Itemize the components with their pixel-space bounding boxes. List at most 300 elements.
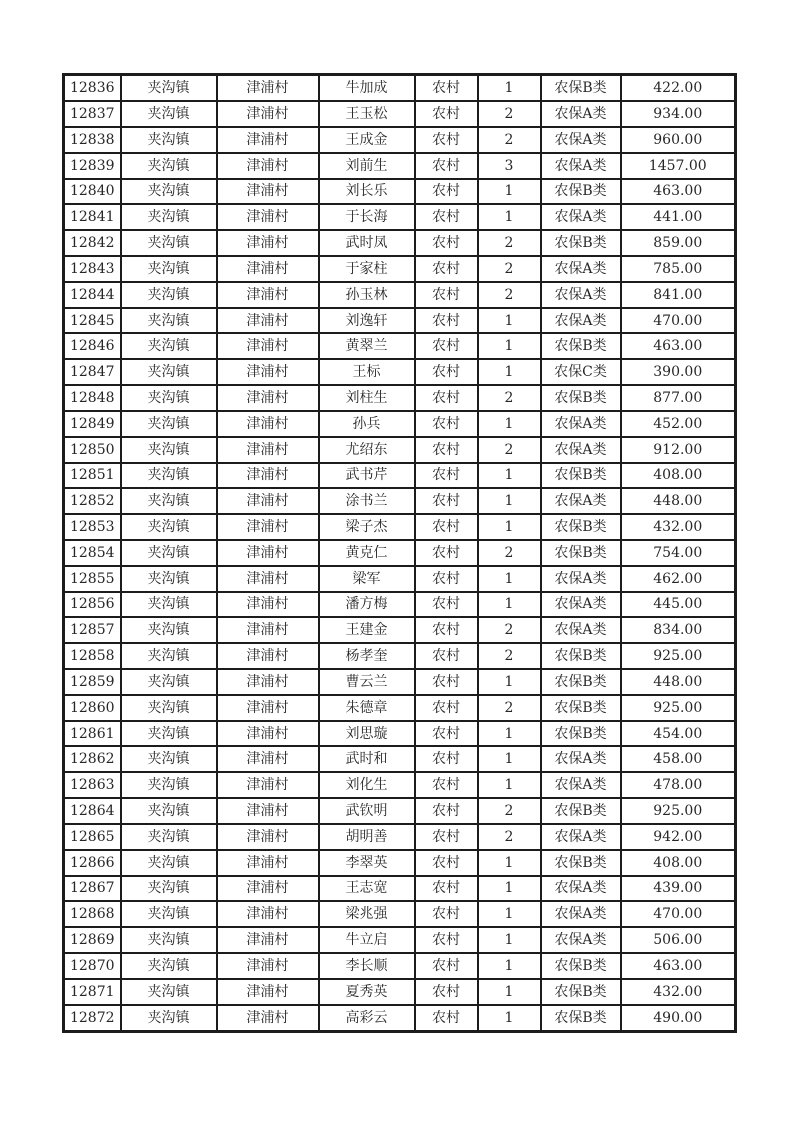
cell-village: 津浦村 <box>217 101 319 127</box>
cell-insurance-category: 农保A类 <box>541 308 621 334</box>
cell-serial-number: 12869 <box>64 927 121 953</box>
cell-person-count: 1 <box>478 876 541 902</box>
cell-village: 津浦村 <box>217 772 319 798</box>
cell-residence-type: 农村 <box>415 256 478 282</box>
cell-name: 孙兵 <box>319 411 415 437</box>
cell-residence-type: 农村 <box>415 385 478 411</box>
cell-residence-type: 农村 <box>415 643 478 669</box>
cell-serial-number: 12850 <box>64 437 121 463</box>
cell-village: 津浦村 <box>217 308 319 334</box>
cell-person-count: 1 <box>478 1005 541 1032</box>
cell-residence-type: 农村 <box>415 1005 478 1032</box>
cell-person-count: 1 <box>478 979 541 1005</box>
cell-insurance-category: 农保B类 <box>541 1005 621 1032</box>
cell-town: 夹沟镇 <box>121 721 217 747</box>
cell-serial-number: 12849 <box>64 411 121 437</box>
cell-town: 夹沟镇 <box>121 927 217 953</box>
cell-town: 夹沟镇 <box>121 514 217 540</box>
cell-town: 夹沟镇 <box>121 153 217 179</box>
cell-village: 津浦村 <box>217 385 319 411</box>
cell-amount: 925.00 <box>621 695 736 721</box>
cell-name: 孙玉林 <box>319 282 415 308</box>
cell-person-count: 3 <box>478 153 541 179</box>
table-body <box>64 75 736 1032</box>
cell-amount: 422.00 <box>621 75 736 102</box>
cell-residence-type: 农村 <box>415 721 478 747</box>
cell-residence-type: 农村 <box>415 669 478 695</box>
cell-serial-number: 12854 <box>64 540 121 566</box>
cell-insurance-category: 农保B类 <box>541 953 621 979</box>
cell-name: 高彩云 <box>319 1005 415 1032</box>
table-row <box>64 592 736 618</box>
cell-name: 王标 <box>319 359 415 385</box>
table-row <box>64 824 736 850</box>
cell-town: 夹沟镇 <box>121 566 217 592</box>
cell-name: 刘化生 <box>319 772 415 798</box>
cell-village: 津浦村 <box>217 256 319 282</box>
cell-name: 牛立启 <box>319 927 415 953</box>
cell-insurance-category: 农保A类 <box>541 617 621 643</box>
cell-town: 夹沟镇 <box>121 850 217 876</box>
cell-residence-type: 农村 <box>415 824 478 850</box>
table-row <box>64 179 736 205</box>
cell-serial-number: 12859 <box>64 669 121 695</box>
cell-town: 夹沟镇 <box>121 592 217 618</box>
cell-person-count: 2 <box>478 282 541 308</box>
cell-village: 津浦村 <box>217 75 319 102</box>
cell-village: 津浦村 <box>217 901 319 927</box>
table-row <box>64 1005 736 1032</box>
cell-village: 津浦村 <box>217 488 319 514</box>
cell-village: 津浦村 <box>217 798 319 824</box>
cell-serial-number: 12864 <box>64 798 121 824</box>
cell-village: 津浦村 <box>217 514 319 540</box>
cell-person-count: 1 <box>478 308 541 334</box>
cell-insurance-category: 农保B类 <box>541 540 621 566</box>
table-row <box>64 540 736 566</box>
table-row <box>64 514 736 540</box>
cell-insurance-category: 农保A类 <box>541 411 621 437</box>
cell-person-count: 2 <box>478 385 541 411</box>
cell-village: 津浦村 <box>217 643 319 669</box>
cell-name: 王玉松 <box>319 101 415 127</box>
cell-person-count: 1 <box>478 514 541 540</box>
cell-residence-type: 农村 <box>415 230 478 256</box>
cell-residence-type: 农村 <box>415 308 478 334</box>
cell-residence-type: 农村 <box>415 592 478 618</box>
cell-village: 津浦村 <box>217 824 319 850</box>
cell-person-count: 2 <box>478 824 541 850</box>
cell-town: 夹沟镇 <box>121 876 217 902</box>
table-row <box>64 230 736 256</box>
cell-residence-type: 农村 <box>415 514 478 540</box>
table-row <box>64 127 736 153</box>
cell-amount: 478.00 <box>621 772 736 798</box>
cell-serial-number: 12838 <box>64 127 121 153</box>
cell-person-count: 1 <box>478 901 541 927</box>
cell-person-count: 2 <box>478 437 541 463</box>
cell-village: 津浦村 <box>217 333 319 359</box>
cell-amount: 439.00 <box>621 876 736 902</box>
cell-insurance-category: 农保A类 <box>541 927 621 953</box>
cell-town: 夹沟镇 <box>121 695 217 721</box>
cell-town: 夹沟镇 <box>121 127 217 153</box>
cell-residence-type: 农村 <box>415 927 478 953</box>
table-row <box>64 463 736 489</box>
cell-amount: 1457.00 <box>621 153 736 179</box>
cell-person-count: 1 <box>478 927 541 953</box>
cell-residence-type: 农村 <box>415 282 478 308</box>
cell-residence-type: 农村 <box>415 127 478 153</box>
cell-serial-number: 12843 <box>64 256 121 282</box>
table-row <box>64 772 736 798</box>
cell-amount: 912.00 <box>621 437 736 463</box>
cell-insurance-category: 农保B类 <box>541 463 621 489</box>
cell-amount: 960.00 <box>621 127 736 153</box>
cell-residence-type: 农村 <box>415 204 478 230</box>
cell-serial-number: 12858 <box>64 643 121 669</box>
table-row <box>64 798 736 824</box>
cell-town: 夹沟镇 <box>121 75 217 102</box>
cell-name: 刘长乐 <box>319 179 415 205</box>
cell-town: 夹沟镇 <box>121 282 217 308</box>
cell-amount: 454.00 <box>621 721 736 747</box>
cell-town: 夹沟镇 <box>121 256 217 282</box>
cell-town: 夹沟镇 <box>121 953 217 979</box>
cell-name: 于长海 <box>319 204 415 230</box>
cell-amount: 942.00 <box>621 824 736 850</box>
cell-name: 梁子杰 <box>319 514 415 540</box>
cell-village: 津浦村 <box>217 746 319 772</box>
cell-residence-type: 农村 <box>415 75 478 102</box>
cell-village: 津浦村 <box>217 437 319 463</box>
cell-insurance-category: 农保A类 <box>541 437 621 463</box>
cell-amount: 925.00 <box>621 643 736 669</box>
cell-residence-type: 农村 <box>415 953 478 979</box>
cell-residence-type: 农村 <box>415 488 478 514</box>
cell-insurance-category: 农保A类 <box>541 566 621 592</box>
cell-residence-type: 农村 <box>415 695 478 721</box>
cell-name: 武时和 <box>319 746 415 772</box>
cell-amount: 458.00 <box>621 746 736 772</box>
table-row <box>64 488 736 514</box>
cell-serial-number: 12856 <box>64 592 121 618</box>
cell-name: 王志宽 <box>319 876 415 902</box>
cell-town: 夹沟镇 <box>121 101 217 127</box>
cell-serial-number: 12863 <box>64 772 121 798</box>
cell-town: 夹沟镇 <box>121 772 217 798</box>
cell-name: 黄翠兰 <box>319 333 415 359</box>
cell-town: 夹沟镇 <box>121 617 217 643</box>
cell-serial-number: 12840 <box>64 179 121 205</box>
cell-village: 津浦村 <box>217 592 319 618</box>
cell-amount: 859.00 <box>621 230 736 256</box>
cell-serial-number: 12853 <box>64 514 121 540</box>
cell-amount: 448.00 <box>621 669 736 695</box>
cell-serial-number: 12867 <box>64 876 121 902</box>
cell-insurance-category: 农保B类 <box>541 75 621 102</box>
table-row <box>64 282 736 308</box>
cell-person-count: 2 <box>478 695 541 721</box>
cell-town: 夹沟镇 <box>121 333 217 359</box>
cell-insurance-category: 农保A类 <box>541 901 621 927</box>
cell-insurance-category: 农保A类 <box>541 488 621 514</box>
cell-amount: 834.00 <box>621 617 736 643</box>
table-row <box>64 359 736 385</box>
cell-name: 尤绍东 <box>319 437 415 463</box>
table-row <box>64 437 736 463</box>
cell-residence-type: 农村 <box>415 566 478 592</box>
cell-person-count: 2 <box>478 540 541 566</box>
cell-person-count: 2 <box>478 230 541 256</box>
cell-serial-number: 12848 <box>64 385 121 411</box>
cell-insurance-category: 农保B类 <box>541 721 621 747</box>
cell-person-count: 1 <box>478 333 541 359</box>
cell-person-count: 2 <box>478 127 541 153</box>
table-row <box>64 385 736 411</box>
cell-amount: 408.00 <box>621 463 736 489</box>
cell-town: 夹沟镇 <box>121 824 217 850</box>
cell-person-count: 2 <box>478 256 541 282</box>
table-row <box>64 850 736 876</box>
cell-residence-type: 农村 <box>415 798 478 824</box>
cell-amount: 877.00 <box>621 385 736 411</box>
cell-name: 潘方梅 <box>319 592 415 618</box>
cell-residence-type: 农村 <box>415 850 478 876</box>
cell-residence-type: 农村 <box>415 179 478 205</box>
cell-person-count: 2 <box>478 617 541 643</box>
cell-town: 夹沟镇 <box>121 437 217 463</box>
cell-person-count: 1 <box>478 746 541 772</box>
cell-serial-number: 12844 <box>64 282 121 308</box>
table-row <box>64 669 736 695</box>
cell-person-count: 1 <box>478 850 541 876</box>
cell-amount: 754.00 <box>621 540 736 566</box>
cell-village: 津浦村 <box>217 721 319 747</box>
table-row <box>64 927 736 953</box>
cell-amount: 441.00 <box>621 204 736 230</box>
table-row <box>64 101 736 127</box>
cell-name: 朱德章 <box>319 695 415 721</box>
cell-serial-number: 12872 <box>64 1005 121 1032</box>
cell-town: 夹沟镇 <box>121 1005 217 1032</box>
cell-person-count: 1 <box>478 772 541 798</box>
cell-village: 津浦村 <box>217 617 319 643</box>
cell-person-count: 1 <box>478 488 541 514</box>
cell-person-count: 1 <box>478 204 541 230</box>
cell-insurance-category: 农保B类 <box>541 979 621 1005</box>
cell-serial-number: 12839 <box>64 153 121 179</box>
cell-serial-number: 12870 <box>64 953 121 979</box>
cell-serial-number: 12851 <box>64 463 121 489</box>
cell-name: 武书芹 <box>319 463 415 489</box>
benefits-roster-table <box>62 73 737 1033</box>
cell-village: 津浦村 <box>217 953 319 979</box>
cell-village: 津浦村 <box>217 669 319 695</box>
cell-amount: 462.00 <box>621 566 736 592</box>
cell-insurance-category: 农保B类 <box>541 230 621 256</box>
cell-town: 夹沟镇 <box>121 359 217 385</box>
table-row <box>64 411 736 437</box>
cell-amount: 785.00 <box>621 256 736 282</box>
cell-person-count: 1 <box>478 359 541 385</box>
cell-village: 津浦村 <box>217 359 319 385</box>
cell-amount: 490.00 <box>621 1005 736 1032</box>
cell-person-count: 1 <box>478 463 541 489</box>
cell-town: 夹沟镇 <box>121 204 217 230</box>
cell-village: 津浦村 <box>217 153 319 179</box>
cell-name: 梁兆强 <box>319 901 415 927</box>
cell-insurance-category: 农保A类 <box>541 592 621 618</box>
cell-insurance-category: 农保B类 <box>541 333 621 359</box>
cell-town: 夹沟镇 <box>121 488 217 514</box>
cell-insurance-category: 农保A类 <box>541 204 621 230</box>
cell-amount: 463.00 <box>621 333 736 359</box>
cell-person-count: 1 <box>478 179 541 205</box>
cell-name: 武时凤 <box>319 230 415 256</box>
cell-serial-number: 12862 <box>64 746 121 772</box>
cell-name: 于家柱 <box>319 256 415 282</box>
cell-town: 夹沟镇 <box>121 411 217 437</box>
cell-serial-number: 12865 <box>64 824 121 850</box>
cell-town: 夹沟镇 <box>121 798 217 824</box>
cell-name: 牛加成 <box>319 75 415 102</box>
cell-village: 津浦村 <box>217 850 319 876</box>
cell-residence-type: 农村 <box>415 617 478 643</box>
cell-residence-type: 农村 <box>415 333 478 359</box>
cell-village: 津浦村 <box>217 566 319 592</box>
cell-residence-type: 农村 <box>415 437 478 463</box>
cell-serial-number: 12861 <box>64 721 121 747</box>
cell-residence-type: 农村 <box>415 411 478 437</box>
cell-insurance-category: 农保A类 <box>541 153 621 179</box>
cell-serial-number: 12837 <box>64 101 121 127</box>
cell-insurance-category: 农保B类 <box>541 179 621 205</box>
table-row <box>64 566 736 592</box>
table-row <box>64 953 736 979</box>
cell-serial-number: 12868 <box>64 901 121 927</box>
cell-town: 夹沟镇 <box>121 746 217 772</box>
cell-residence-type: 农村 <box>415 746 478 772</box>
cell-amount: 432.00 <box>621 979 736 1005</box>
cell-insurance-category: 农保A类 <box>541 101 621 127</box>
cell-person-count: 1 <box>478 592 541 618</box>
table-row <box>64 876 736 902</box>
cell-village: 津浦村 <box>217 1005 319 1032</box>
cell-name: 夏秀英 <box>319 979 415 1005</box>
cell-insurance-category: 农保B类 <box>541 695 621 721</box>
cell-amount: 470.00 <box>621 308 736 334</box>
cell-town: 夹沟镇 <box>121 540 217 566</box>
cell-village: 津浦村 <box>217 127 319 153</box>
cell-person-count: 2 <box>478 798 541 824</box>
cell-town: 夹沟镇 <box>121 308 217 334</box>
table-row <box>64 153 736 179</box>
cell-village: 津浦村 <box>217 876 319 902</box>
cell-insurance-category: 农保B类 <box>541 669 621 695</box>
table-row <box>64 721 736 747</box>
cell-amount: 463.00 <box>621 179 736 205</box>
cell-insurance-category: 农保C类 <box>541 359 621 385</box>
cell-name: 杨孝奎 <box>319 643 415 669</box>
table-row <box>64 333 736 359</box>
cell-person-count: 1 <box>478 721 541 747</box>
cell-serial-number: 12846 <box>64 333 121 359</box>
table-row <box>64 643 736 669</box>
cell-village: 津浦村 <box>217 463 319 489</box>
cell-town: 夹沟镇 <box>121 669 217 695</box>
cell-name: 涂书兰 <box>319 488 415 514</box>
cell-serial-number: 12842 <box>64 230 121 256</box>
cell-person-count: 2 <box>478 643 541 669</box>
table-row <box>64 901 736 927</box>
cell-insurance-category: 农保A类 <box>541 746 621 772</box>
cell-residence-type: 农村 <box>415 153 478 179</box>
cell-serial-number: 12847 <box>64 359 121 385</box>
cell-serial-number: 12845 <box>64 308 121 334</box>
table-row <box>64 746 736 772</box>
cell-person-count: 1 <box>478 75 541 102</box>
cell-amount: 841.00 <box>621 282 736 308</box>
cell-person-count: 1 <box>478 669 541 695</box>
cell-village: 津浦村 <box>217 204 319 230</box>
cell-insurance-category: 农保B类 <box>541 643 621 669</box>
cell-name: 曹云兰 <box>319 669 415 695</box>
cell-person-count: 1 <box>478 566 541 592</box>
cell-town: 夹沟镇 <box>121 643 217 669</box>
cell-serial-number: 12852 <box>64 488 121 514</box>
cell-residence-type: 农村 <box>415 101 478 127</box>
cell-serial-number: 12841 <box>64 204 121 230</box>
cell-residence-type: 农村 <box>415 901 478 927</box>
cell-town: 夹沟镇 <box>121 385 217 411</box>
cell-name: 刘逸轩 <box>319 308 415 334</box>
cell-serial-number: 12866 <box>64 850 121 876</box>
cell-insurance-category: 农保A类 <box>541 127 621 153</box>
cell-town: 夹沟镇 <box>121 463 217 489</box>
table-row <box>64 75 736 102</box>
cell-insurance-category: 农保A类 <box>541 256 621 282</box>
cell-village: 津浦村 <box>217 979 319 1005</box>
cell-amount: 390.00 <box>621 359 736 385</box>
cell-town: 夹沟镇 <box>121 230 217 256</box>
table-row <box>64 256 736 282</box>
cell-insurance-category: 农保A类 <box>541 876 621 902</box>
cell-person-count: 1 <box>478 953 541 979</box>
cell-name: 王建金 <box>319 617 415 643</box>
cell-amount: 934.00 <box>621 101 736 127</box>
table-row <box>64 308 736 334</box>
cell-village: 津浦村 <box>217 411 319 437</box>
cell-amount: 470.00 <box>621 901 736 927</box>
cell-town: 夹沟镇 <box>121 901 217 927</box>
cell-insurance-category: 农保A类 <box>541 824 621 850</box>
cell-serial-number: 12836 <box>64 75 121 102</box>
cell-residence-type: 农村 <box>415 463 478 489</box>
cell-insurance-category: 农保B类 <box>541 514 621 540</box>
cell-name: 刘思璇 <box>319 721 415 747</box>
cell-serial-number: 12871 <box>64 979 121 1005</box>
cell-village: 津浦村 <box>217 695 319 721</box>
cell-village: 津浦村 <box>217 282 319 308</box>
cell-town: 夹沟镇 <box>121 979 217 1005</box>
cell-serial-number: 12860 <box>64 695 121 721</box>
cell-amount: 408.00 <box>621 850 736 876</box>
cell-insurance-category: 农保A类 <box>541 772 621 798</box>
cell-residence-type: 农村 <box>415 772 478 798</box>
cell-village: 津浦村 <box>217 927 319 953</box>
cell-amount: 432.00 <box>621 514 736 540</box>
